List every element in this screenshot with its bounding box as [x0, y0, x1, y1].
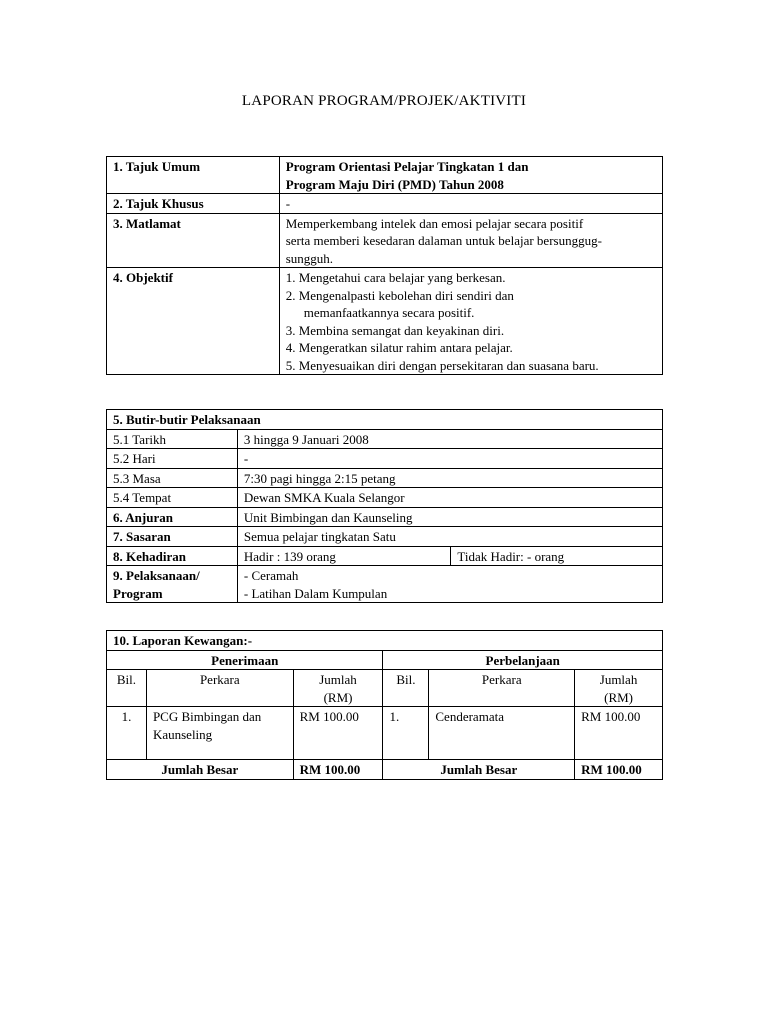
pelaksanaan-heading: 5. Butir-butir Pelaksanaan [107, 410, 663, 430]
list-item: - Latihan Dalam Kumpulan [243, 585, 388, 601]
hadir-value: Hadir : 139 orang [237, 546, 451, 566]
kehadiran-label: 8. Kehadiran [107, 546, 238, 566]
sasaran-value: Semua pelajar tingkatan Satu [237, 527, 662, 547]
table-row [107, 157, 663, 194]
exp-perkara: Cenderamata [429, 707, 575, 760]
exp-total: RM 100.00 [575, 760, 663, 780]
table-row [107, 707, 663, 760]
tempat-value: Dewan SMKA Kuala Selangor [237, 488, 662, 508]
table-row [107, 507, 663, 527]
program-info-table [106, 156, 663, 375]
hari-value: - [237, 449, 662, 469]
table-row [107, 429, 663, 449]
rec-total: RM 100.00 [293, 760, 383, 780]
table-row [107, 631, 663, 651]
list-item: 1. Mengetahui cara belajar yang berkesan. [285, 270, 506, 285]
objektif-label: 4. Objektif [107, 268, 280, 375]
tarikh-value: 3 hingga 9 Januari 2008 [237, 429, 662, 449]
pelaksanaan-program-value [237, 566, 662, 603]
table-row [107, 760, 663, 780]
perkara-header: Perkara [146, 670, 293, 707]
masa-label: 5.3 Masa [107, 468, 238, 488]
list-item: memanfaatkannya secara positif. [303, 305, 475, 320]
bil-header: Bil. [383, 670, 429, 707]
rec-bil: 1. [107, 707, 147, 760]
table-row [107, 488, 663, 508]
page-title: LAPORAN PROGRAM/PROJEK/AKTIVITI [241, 93, 527, 109]
jumlah-header: Jumlah (RM) [575, 670, 663, 707]
perbelanjaan-header: Perbelanjaan [383, 650, 663, 670]
hari-label: 5.2 Hari [107, 449, 238, 469]
table-row [107, 410, 663, 430]
rec-jumlah: RM 100.00 [293, 707, 383, 760]
jumlah-besar-label: Jumlah Besar [107, 760, 294, 780]
matlamat-label: 3. Matlamat [107, 213, 280, 268]
kewangan-table [106, 630, 663, 780]
table-row [107, 670, 663, 707]
exp-jumlah: RM 100.00 [575, 707, 663, 760]
list-item: 5. Menyesuaikan diri dengan persekitaran dan suasana baru. [285, 357, 599, 373]
rec-perkara: PCG Bimbingan dan Kaunseling [146, 707, 293, 760]
objektif-list [279, 268, 662, 375]
matlamat-value: Memperkembang intelek dan emosi pelajar secara positif serta memberi kesedaran dalaman untuk belajar bersunggug- sungguh. [279, 213, 662, 268]
tajuk-umum-label: 1. Tajuk Umum [107, 157, 280, 194]
table-row [107, 650, 663, 670]
table-row [107, 194, 663, 214]
tajuk-khusus-value: - [279, 194, 662, 214]
list-item: - Ceramah [243, 568, 299, 583]
anjuran-label: 6. Anjuran [107, 507, 238, 527]
perkara-header: Perkara [429, 670, 575, 707]
jumlah-besar-label: Jumlah Besar [383, 760, 575, 780]
penerimaan-header: Penerimaan [107, 650, 383, 670]
pelaksanaan-program-label: 9. Pelaksanaan/ Program [107, 566, 238, 603]
masa-value: 7:30 pagi hingga 2:15 petang [237, 468, 662, 488]
list-item: 2. Mengenalpasti kebolehan diri sendiri dan [285, 287, 514, 303]
pelaksanaan-table [106, 409, 663, 603]
anjuran-value: Unit Bimbingan dan Kaunseling [237, 507, 662, 527]
tajuk-umum-value: Program Orientasi Pelajar Tingkatan 1 dan Program Maju Diri (PMD) Tahun 2008 [279, 157, 662, 194]
table-row [107, 213, 663, 268]
table-row [107, 546, 663, 566]
jumlah-header: Jumlah (RM) [293, 670, 383, 707]
list-item: 4. Mengeratkan silatur rahim antara pelajar. [285, 340, 513, 355]
table-row [107, 268, 663, 375]
list-item: 3. Membina semangat dan keyakinan diri. [285, 322, 505, 338]
tidak-hadir-value: Tidak Hadir: - orang [451, 546, 663, 566]
table-row [107, 566, 663, 603]
sasaran-label: 7. Sasaran [107, 527, 238, 547]
bil-header: Bil. [107, 670, 147, 707]
tarikh-label: 5.1 Tarikh [107, 429, 238, 449]
tajuk-khusus-label: 2. Tajuk Khusus [107, 194, 280, 214]
exp-bil: 1. [383, 707, 429, 760]
table-row [107, 527, 663, 547]
table-row [107, 468, 663, 488]
table-row [107, 449, 663, 469]
kewangan-heading: 10. Laporan Kewangan:- [107, 631, 663, 651]
tempat-label: 5.4 Tempat [107, 488, 238, 508]
